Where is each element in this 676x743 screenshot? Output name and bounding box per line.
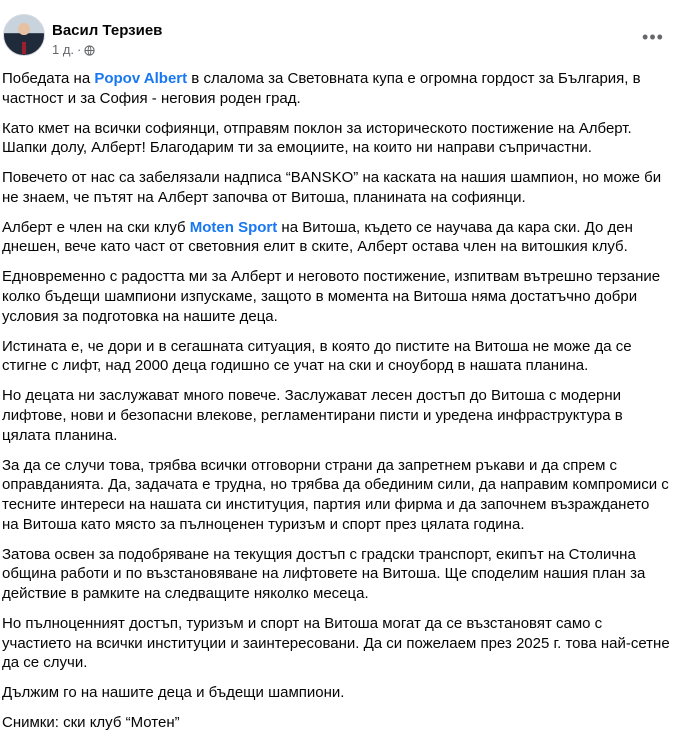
post-meta (52, 42, 95, 58)
more-options-icon[interactable]: ••• (642, 26, 664, 47)
paragraph-11: Дължим го на нашите деца и бъдещи шампиони. (2, 684, 345, 702)
paragraph-7: Но децата ни заслужават много повече. Заслужават лесен достъп до Витоша с модерни лифтове, нови и безопасни влекове, регламентирани писти и уредена инфраструктура в цялата планина. (2, 387, 623, 444)
paragraph-6: Истината е, че дори и в сегашната ситуация, в която до пистите на Витоша не може да се стигне с лифт, над 2000 деца годишно се учат на ски и сноуборд в нашата планина. (2, 337, 632, 375)
globe-icon (84, 45, 95, 56)
mention-popov-albert[interactable]: Popov Albert (94, 70, 188, 87)
meta-separator: · (77, 42, 82, 57)
paragraph-12: Снимки: ски клуб “Мотен” (2, 714, 180, 732)
paragraph-1: Победата на Popov Albert в слалома за Световната купа е огромна гордост за България, в частност и за София - неговия роден град. (2, 70, 641, 107)
paragraph-10: Но пълноценният достъп, туризъм и спорт на Витоша могат да се възстановят само с участието на всички институции и заинтересовани. Да си пожелаем през 2025 г. това най-сетне да се случи. (2, 614, 670, 672)
author-name[interactable]: Васил Терзиев (52, 22, 163, 39)
avatar[interactable] (3, 14, 45, 56)
paragraph-9: Затова освен за подобряване на текущия достъп с градски транспорт, екипът на Столична община работи и по възстановяване на лифтовете на Витоша. Ще споделим нашия план за действие в рамките на следващите няколко месеца. (2, 545, 646, 602)
paragraph-4: Алберт е член на ски клуб Moten Sport на Витоша, където се научава да кара ски. До ден днешен, вече като част от световния елит в ските, Алберт остава член на витошкия клуб. (2, 218, 633, 256)
post-header (0, 12, 676, 60)
paragraph-3: Повечето от нас са забелязали надписа “BANSKO” на каската на нашия шампион, но може би не знаем, че пътят на Алберт започва от Витоша, планината на софиянци. (2, 169, 662, 206)
paragraph-8: За да се случи това, трябва всички отговорни страни да запретнем ръкави и да спрем с оправданията. Да, задачата е трудна, но трябва да обединим сили, да направим компромиси с тесните интереси на нашата си институция, партия или фирма и да започнем възраждането на Витоша като място за пълноценен туризъм и спорт през цялата година. (2, 456, 669, 533)
paragraph-2: Като кмет на всички софиянци, отправям поклон за историческото постижение на Алберт. Шапки долу, Алберт! Благодарим ти за емоциите, на които ни направи съпричастни. (2, 119, 632, 157)
post-text (2, 69, 670, 743)
paragraph-5: Едновременно с радостта ми за Алберт и неговото постижение, изпитвам вътрешно терзание колко бъдещи шампиони изпускаме, защото в момента на Витоша няма достатъчно добри условия за подготовка на нашите деца. (2, 268, 661, 325)
mention-moten-sport[interactable]: Moten Sport (189, 218, 278, 236)
timestamp[interactable]: 1 д. (52, 42, 75, 57)
